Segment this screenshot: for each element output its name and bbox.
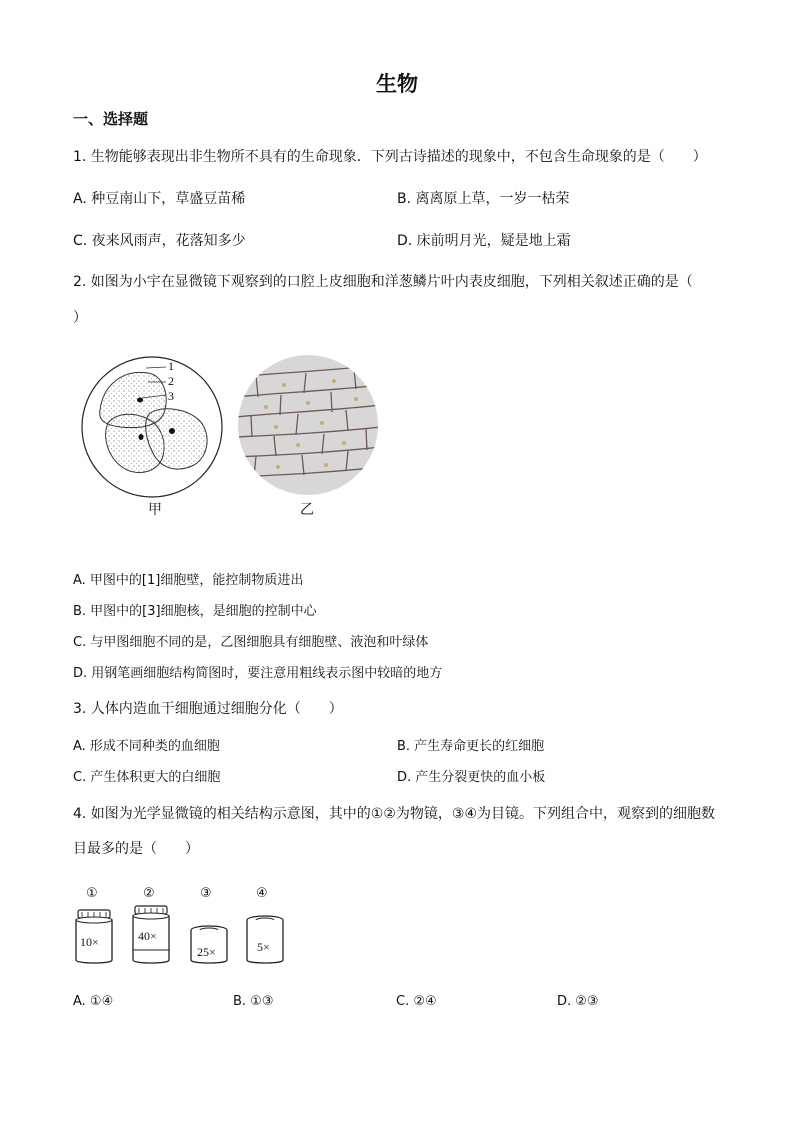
question-4-option-b: B. ①③ bbox=[233, 994, 274, 1009]
lens-mag-4: 5× bbox=[257, 940, 270, 954]
marker-1: 1 bbox=[168, 359, 174, 373]
question-4-option-c: C. ②④ bbox=[396, 994, 437, 1009]
question-2-option-b: B. 甲图中的[3]细胞核，是细胞的控制中心 bbox=[73, 604, 317, 619]
question-3-option-b: B. 产生寿命更长的红细胞 bbox=[397, 739, 545, 754]
lens-number-3: ③ bbox=[200, 886, 212, 901]
question-3-option-a: A. 形成不同种类的血细胞 bbox=[73, 739, 220, 754]
question-2-option-a: A. 甲图中的[1]细胞壁，能控制物质进出 bbox=[73, 573, 304, 588]
question-2-stem-line1: 2. 如图为小宇在显微镜下观察到的口腔上皮细胞和洋葱鳞片叶内表皮细胞，下列相关叙述正确的是（ bbox=[73, 274, 693, 290]
question-1-option-c: C. 夜来风雨声，花落知多少 bbox=[73, 233, 246, 249]
lens-number-1: ① bbox=[86, 886, 98, 901]
lens-number-4: ④ bbox=[256, 886, 268, 901]
figure-label-yi: 乙 bbox=[300, 502, 314, 518]
question-4-option-d: D. ②③ bbox=[557, 994, 599, 1009]
lens-mag-3: 25× bbox=[197, 945, 216, 959]
section-heading: 一、选择题 bbox=[73, 110, 149, 128]
question-3-option-c: C. 产生体积更大的白细胞 bbox=[73, 770, 221, 785]
question-1-option-b: B. 离离原上草，一岁一枯荣 bbox=[397, 191, 570, 207]
question-2-option-d: D. 用钢笔画细胞结构简图时，要注意用粗线表示图中较暗的地方 bbox=[73, 666, 443, 681]
question-2-stem-line2: ） bbox=[73, 310, 87, 326]
marker-2: 2 bbox=[168, 374, 174, 388]
question-4-stem-line2: 目最多的是（ ） bbox=[73, 841, 199, 857]
lens-mag-2: 40× bbox=[138, 929, 157, 943]
figure-label-jia: 甲 bbox=[148, 502, 162, 518]
question-4-option-a: A. ①④ bbox=[73, 994, 114, 1009]
question-1-option-d: D. 床前明月光，疑是地上霜 bbox=[397, 233, 571, 249]
question-1-option-a: A. 种豆南山下，草盛豆苗稀 bbox=[73, 191, 246, 207]
question-4-stem-line1: 4. 如图为光学显微镜的相关结构示意图，其中的①②为物镜，③④为目镜。下列组合中，观察到的细胞数 bbox=[73, 806, 716, 822]
figure-yi-onion-cells bbox=[236, 355, 381, 500]
question-3-option-d: D. 产生分裂更快的血小板 bbox=[397, 770, 546, 785]
lens-mag-1: 10× bbox=[80, 935, 99, 949]
page-title: 生物 bbox=[376, 72, 418, 96]
marker-3: 3 bbox=[168, 389, 174, 403]
question-2-option-c: C. 与甲图细胞不同的是，乙图细胞具有细胞壁、液泡和叶绿体 bbox=[73, 635, 429, 650]
lens-number-2: ② bbox=[143, 886, 155, 901]
question-1-stem: 1. 生物能够表现出非生物所不具有的生命现象．下列古诗描述的现象中，不包含生命现象的是（ ） bbox=[73, 149, 707, 165]
figure-jia-cheek-cells bbox=[78, 355, 228, 500]
question-3-stem: 3. 人体内造血干细胞通过细胞分化（ ） bbox=[73, 701, 343, 717]
